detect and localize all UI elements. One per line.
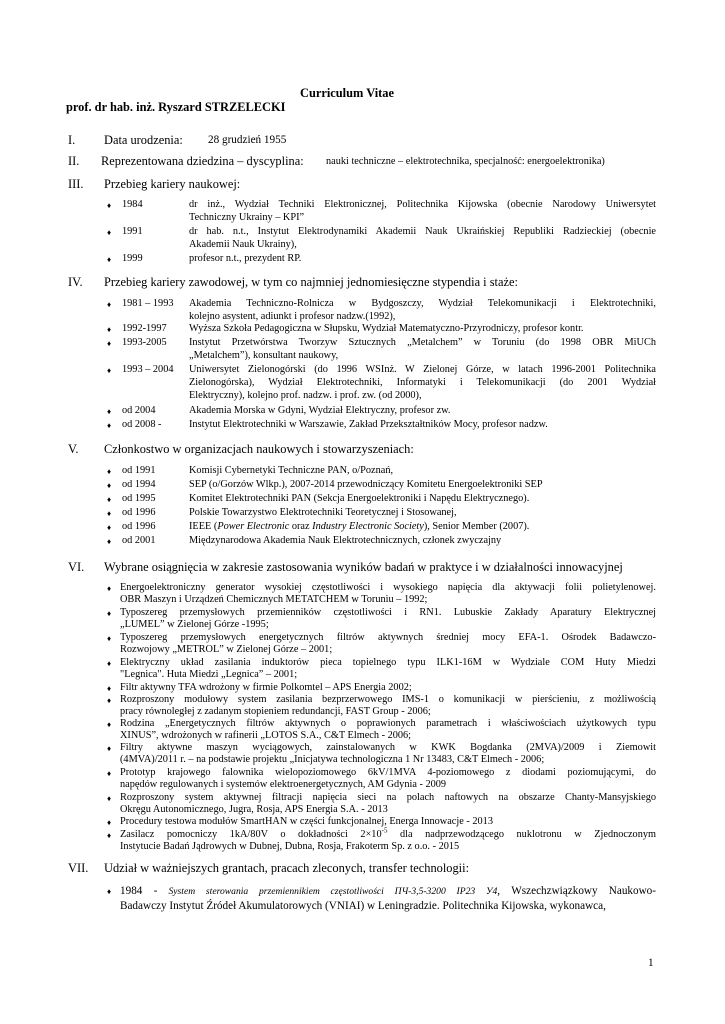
item-date: 1992-1997 bbox=[122, 323, 167, 334]
item-text: Okręgu Autonomicznego, Jugra, Rosja, APS Energia S.A. - 2013 bbox=[120, 804, 388, 815]
bullet-icon: ♦ bbox=[107, 339, 112, 348]
section-number: IV. bbox=[68, 275, 83, 289]
bullet-icon: ♦ bbox=[107, 794, 112, 803]
item-text: OBR Maszyn i Urządzeń Chemicznych METATCHEM w Toruniu – 1992; bbox=[120, 594, 428, 605]
item-date: od 1996 bbox=[122, 507, 156, 518]
bullet-icon: ♦ bbox=[107, 609, 112, 618]
item-date: od 1995 bbox=[122, 493, 156, 504]
bullet-icon: ♦ bbox=[107, 887, 112, 896]
item-text: Rozproszony modułowy system zasilania bezprzerwowego IMS-1 o komunikacji w pierścieniu, z możliwością bbox=[120, 694, 656, 705]
item-text: Międzynarodowa Akademia Nauk Elektrotechnicznych, członek zwyczajny bbox=[189, 535, 502, 546]
item-text: Wyższa Szkoła Pedagogiczna w Słupsku, Wydział Matematyczno-Przyrodniczy, profesor kontr. bbox=[189, 323, 584, 334]
section-title: Przebieg kariery zawodowej, w tym co najmniej jednomiesięczne stypendia i staże: bbox=[104, 275, 518, 289]
discipline-value: nauki techniczne – elektrotechnika, specjalność: energoelektronika) bbox=[326, 156, 605, 167]
item-text: XINUS”, wdrożonych w rafinerii „LOTOS S.A., C&T Elmech - 2006; bbox=[120, 730, 412, 741]
bullet-icon: ♦ bbox=[107, 300, 112, 309]
item-text: Typoszereg przemysłowych przemienników częstotliwości i RN1. Lubuskie Zakłady Aparatury Elektrycznej bbox=[120, 607, 656, 618]
bullet-icon: ♦ bbox=[107, 634, 112, 643]
bullet-icon: ♦ bbox=[107, 407, 112, 416]
item-text: Komisji Cybernetyki Techniczne PAN, o/Poznań, bbox=[189, 465, 394, 476]
bullet-icon: ♦ bbox=[107, 421, 112, 430]
item-date: 1991 bbox=[122, 226, 143, 237]
item-text: Procedury testowa modułów SmartHAN w części funkcjonalnej, Energa Innowacje - 2013 bbox=[120, 816, 493, 827]
item-text: Energoelektroniczny generator wysokiej częstotliwości i wysokiego napięcia dla aktywacji folii polietylenowej. bbox=[120, 582, 656, 593]
item-text: Instytut Przetwórstwa Tworzyw Sztucznych „Metalchem” w Toruniu (do 1998 OBR MiUCh bbox=[189, 337, 656, 348]
bullet-icon: ♦ bbox=[107, 366, 112, 375]
section-title: Przebieg kariery naukowej: bbox=[104, 177, 241, 191]
item-text: Uniwersytet Zielonogórski (do 1996 WSInż. W Zielonej Górze, w latach 1996-2001 Politechnika bbox=[189, 364, 656, 375]
item-text: dr inż., Wydział Techniki Elektronicznej, Politechnika Kijowska (obecnie Narodowy Uniwersytet bbox=[189, 199, 656, 210]
item-text: Akademia Morska w Gdyni, Wydział Elektryczny, profesor zw. bbox=[189, 405, 451, 416]
bullet-icon: ♦ bbox=[107, 659, 112, 668]
section-number: V. bbox=[68, 442, 79, 456]
item-date: od 1994 bbox=[122, 479, 156, 490]
item-date: 1999 bbox=[122, 253, 143, 264]
item-date: od 2001 bbox=[122, 535, 156, 546]
item-date: 1993 – 2004 bbox=[122, 364, 174, 375]
item-text: Elektryczny układ zasilania induktorów pieca topielnego typu ILK1-16M w Wydziale COM Huty Miedzi bbox=[120, 657, 656, 668]
section-number: I. bbox=[68, 133, 76, 147]
bullet-icon: ♦ bbox=[107, 481, 112, 490]
item-text: Zasilacz pomocniczy 1kA/80V o dokładności $2\times 10^{-5}$ dla nadprzewodzącego nuklotronu w Zjednoczonym bbox=[120, 826, 656, 840]
item-text: Filtr aktywny TFA wdrożony w firmie Polkomtel – APS Energia 2002; bbox=[120, 682, 412, 693]
item-text: Prototyp krajowego falownika wielopoziomowego 6kV/1MVA 4-poziomowego z diodami poziomującymi, do bbox=[120, 767, 656, 778]
item-text: 1984 - System sterowania przemiennikiem częstotliwości ПЧ-3,5-3200 IP23 У4, Wszechzwiązkowy Naukowo- bbox=[120, 885, 657, 897]
item-date: od 2008 - bbox=[122, 419, 162, 430]
item-text: dr hab. n.t., Instytut Elektrodynamiki Akademii Nauk Ukraińskiej Republiki Radzieckiej (obecnie bbox=[189, 226, 656, 237]
section-title: Reprezentowana dziedzina – dyscyplina: bbox=[101, 154, 304, 168]
section-number: VI. bbox=[68, 560, 85, 574]
section-number: III. bbox=[68, 177, 84, 191]
bullet-icon: ♦ bbox=[107, 744, 112, 753]
cv-title: Curriculum Vitae bbox=[300, 86, 394, 100]
item-text: Polskie Towarzystwo Elektrotechniki Teoretycznej i Stosowanej, bbox=[189, 507, 457, 518]
item-text: kolejno asystent, adiunkt i profesor nadzw.(1992), bbox=[189, 311, 396, 322]
item-date: 1981 – 1993 bbox=[122, 298, 174, 309]
bullet-icon: ♦ bbox=[107, 325, 112, 334]
bullet-icon: ♦ bbox=[107, 201, 112, 210]
item-date: od 2004 bbox=[122, 405, 156, 416]
item-text: Badawczy Instytut Źródeł Akumulatorowych (VNIAI) w Leningradzie. Politechnika Kijowska, wykonawca, bbox=[120, 900, 606, 912]
item-text: pracy równoległej z zadanym stopieniem redundancji, FAST Group - 2006; bbox=[120, 706, 431, 717]
item-text: Elektryczny), kolejno prof. nadzw. i prof. zw. (od 2000), bbox=[189, 390, 422, 401]
item-text: Akademia Techniczno-Rolnicza w Bydgoszczy, Wydział Telekomunikacji i Elektrotechniki, bbox=[189, 298, 656, 309]
bullet-icon: ♦ bbox=[107, 467, 112, 476]
item-text: Rozwojowy „METROL” w Zielonej Górze – 2001; bbox=[120, 644, 333, 655]
item-text: Zielonogórska), Wydział Elektrotechniki, Informatyki i Telekomunikacji (do 2001 Wydział bbox=[189, 377, 656, 388]
item-text: Rozproszony system aktywnej filtracji napięcia sieci na polach naftowych na obszarze Chanty-Mansyjskiego bbox=[120, 792, 656, 803]
birth-date: 28 grudzień 1955 bbox=[208, 134, 287, 146]
item-text: Instytucie Badań Jądrowych w Dubnej, Dubna, Rosja, Frakoterm Sp. z o.o. - 2015 bbox=[120, 841, 460, 852]
section-number: II. bbox=[68, 154, 80, 168]
bullet-icon: ♦ bbox=[107, 831, 112, 840]
bullet-icon: ♦ bbox=[107, 495, 112, 504]
item-text: „LUMEL” w Zielonej Górze -1995; bbox=[120, 619, 269, 630]
author-name: prof. dr hab. inż. Ryszard STRZELECKI bbox=[66, 100, 286, 114]
bullet-icon: ♦ bbox=[107, 509, 112, 518]
item-text: Komitet Elektrotechniki PAN (Sekcja Energoelektroniki i Napędu Elektrycznego). bbox=[189, 493, 530, 504]
bullet-icon: ♦ bbox=[107, 255, 112, 264]
item-text: Akademii Nauk Ukrainy), bbox=[189, 239, 297, 250]
item-date: od 1991 bbox=[122, 465, 156, 476]
bullet-icon: ♦ bbox=[107, 584, 112, 593]
item-text: IEEE (Power Electronic oraz Industry Electronic Society), Senior Member (2007). bbox=[189, 521, 530, 532]
item-text: „Metalchem”), konsultant naukowy, bbox=[189, 350, 339, 361]
item-date: 1993-2005 bbox=[122, 337, 167, 348]
item-text: profesor n.t., prezydent RP. bbox=[189, 253, 302, 264]
item-text: napędów regulowanych i systemów elektroenergetycznych, AM Gdynia - 2009 bbox=[120, 779, 447, 790]
item-text: (4MVA)/2011 r. – na podstawie projektu „Inicjatywa technologiczna 1 Nr 13483, C&T Elmech - 2006; bbox=[120, 754, 545, 765]
item-text: Instytut Elektrotechniki w Warszawie, Zakład Przekształtników Mocy, profesor nadzw. bbox=[189, 419, 548, 430]
item-text: Techniczny Ukrainy – KPI” bbox=[189, 212, 305, 223]
section-title: Członkostwo w organizacjach naukowych i stowarzyszeniach: bbox=[104, 442, 414, 456]
bullet-icon: ♦ bbox=[107, 769, 112, 778]
item-text: "Legnica". Huta Miedzi „Legnica” – 2001; bbox=[120, 669, 298, 680]
section-title: Udział w ważniejszych grantach, pracach zleconych, transfer technologii: bbox=[104, 861, 470, 875]
item-date: od 1996 bbox=[122, 521, 156, 532]
bullet-icon: ♦ bbox=[107, 684, 112, 693]
item-text: Rodzina „Energetycznych filtrów aktywnych o poprawionych parametrach i właściwościach użytkowych typu bbox=[120, 718, 656, 729]
bullet-icon: ♦ bbox=[107, 537, 112, 546]
item-text: Filtry aktywne maszyn wyciągowych, zainstalowanych w KWK Bogdanka (2MVA)/2009 i Ziemowit bbox=[120, 742, 656, 753]
section-title: Wybrane osiągnięcia w zakresie zastosowania wyników badań w praktyce i w działalności innowacyjnej bbox=[104, 560, 623, 574]
section-number: VII. bbox=[68, 861, 89, 875]
bullet-icon: ♦ bbox=[107, 818, 112, 827]
bullet-icon: ♦ bbox=[107, 523, 112, 532]
bullet-icon: ♦ bbox=[107, 720, 112, 729]
item-text: Typoszereg przemysłowych energetycznych filtrów aktywnych średniej mocy EFA-1. Ośrodek Badawczo- bbox=[120, 632, 656, 643]
bullet-icon: ♦ bbox=[107, 696, 112, 705]
bullet-icon: ♦ bbox=[107, 228, 112, 237]
section-title: Data urodzenia: bbox=[104, 133, 183, 147]
item-date: 1984 bbox=[122, 199, 143, 210]
item-text: SEP (o/Gorzów Wlkp.), 2007-2014 przewodniczący Komitetu Energoelektroniki SEP bbox=[189, 479, 543, 490]
page-number: 1 bbox=[648, 957, 654, 969]
